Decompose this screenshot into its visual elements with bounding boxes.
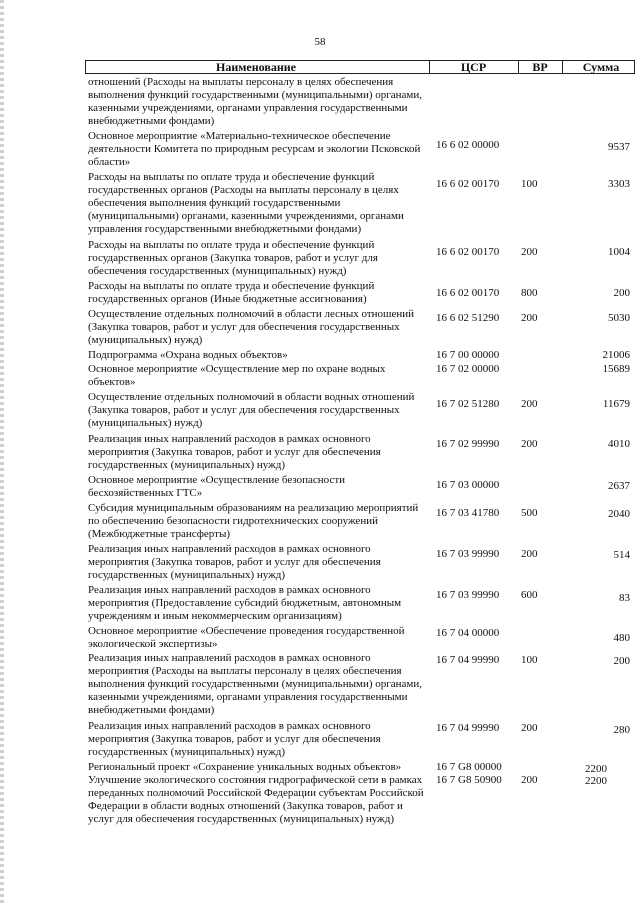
row-vr: 200 — [521, 722, 538, 734]
row-sum: 280 — [613, 724, 630, 736]
row-sum: 11679 — [602, 398, 630, 410]
page-number: 58 — [314, 36, 326, 48]
row-sum: 83 — [619, 592, 630, 604]
row-sum: 2200 — [585, 775, 607, 787]
table-row — [88, 774, 633, 844]
row-csr: 16 6 02 00170 — [436, 178, 500, 190]
scan-edge — [0, 0, 4, 905]
row-sum: 2637 — [608, 480, 630, 492]
table-row — [88, 625, 633, 652]
row-vr: 200 — [521, 246, 538, 258]
row-csr: 16 7 03 99990 — [436, 548, 500, 560]
row-csr: 16 7 00 00000 — [436, 349, 500, 361]
row-name: Основное мероприятие «Осуществление мер по охране водных объектов» — [88, 363, 386, 388]
row-name: Основное мероприятие «Осуществление безопасности бесхозяйственных ГТС» — [88, 474, 346, 499]
row-csr: 16 6 02 00170 — [436, 246, 500, 258]
table-row — [88, 239, 633, 280]
row-name: Осуществление отдельных полномочий в области лесных отношений (Закупка товаров, работ и услуг для обеспечения государственных (муниципальных) нужд) — [88, 308, 415, 346]
row-sum: 1004 — [608, 246, 630, 258]
header-divider — [562, 61, 563, 73]
row-csr: 16 7 04 99990 — [436, 722, 500, 734]
row-csr: 16 7 04 99990 — [436, 654, 500, 666]
row-name: Реализация иных направлений расходов в рамках основного мероприятия (Закупка товаров, работ и услуг для обеспечения государственных (муниципальных) нужд) — [88, 433, 381, 471]
table-row — [88, 584, 633, 625]
row-sum: 3303 — [608, 178, 630, 190]
row-vr: 800 — [521, 287, 538, 299]
table-row — [88, 349, 633, 363]
row-csr: 16 7 02 99990 — [436, 438, 500, 450]
table-row — [88, 130, 633, 171]
table-header — [85, 60, 635, 74]
row-csr: 16 7 02 00000 — [436, 363, 500, 375]
row-name: Расходы на выплаты по оплате труда и обеспечение функций государственных органов (Закупка товаров, работ и услуг для обеспечения государственных (муниципальных) нужд) — [88, 239, 378, 277]
row-csr: 16 7 G8 00000 — [436, 761, 502, 773]
row-name: Улучшение экологического состояния гидрографической сети в рамках переданных полномочий Российской Федерации субъектам Российской Федерации в области водных отношений (Закупка товаров, работ и услуг для обеспечения государственных (муниципальных) нужд) — [88, 774, 424, 825]
row-csr: 16 7 G8 50900 — [436, 774, 502, 786]
row-name: Реализация иных направлений расходов в рамках основного мероприятия (Предоставление субсидий бюджетным, автономным учреждениям и иным некоммерческим организациям) — [88, 584, 402, 622]
row-sum: 2040 — [608, 508, 630, 520]
table-row — [88, 761, 633, 774]
table-row — [88, 363, 633, 391]
row-name: Реализация иных направлений расходов в рамках основного мероприятия (Закупка товаров, работ и услуг для обеспечения государственных (муниципальных) нужд) — [88, 720, 381, 758]
row-csr: 16 6 02 00170 — [436, 287, 500, 299]
table-row — [88, 474, 633, 502]
row-sum: 21006 — [602, 349, 630, 361]
row-sum: 514 — [613, 549, 630, 561]
row-sum: 4010 — [608, 438, 630, 450]
row-csr: 16 6 02 00000 — [436, 139, 500, 151]
row-vr: 200 — [521, 438, 538, 450]
table-row — [88, 502, 633, 543]
row-vr: 200 — [521, 774, 538, 786]
row-csr: 16 6 02 51290 — [436, 312, 500, 324]
header-csr: ЦСР — [460, 60, 487, 74]
row-vr: 600 — [521, 589, 538, 601]
row-csr: 16 7 03 41780 — [436, 507, 500, 519]
row-name: Расходы на выплаты по оплате труда и обеспечение функций государственных органов (Иные бюджетные ассигнования) — [88, 280, 375, 305]
row-vr: 100 — [521, 178, 538, 190]
row-name: Основное мероприятие «Обеспечение проведения государственной экологической экспертизы» — [88, 625, 405, 650]
row-sum: 200 — [613, 655, 630, 667]
table-row — [88, 652, 633, 720]
header-sum: Сумма — [582, 60, 620, 74]
row-name: отношений (Расходы на выплаты персоналу в целях обеспечения выполнения функций государственными (муниципальными) органами, казенными учреждениями, органами управления государственными внебюджетными фондами) — [88, 76, 423, 127]
header-vr: ВР — [532, 60, 548, 74]
budget-table-body — [88, 76, 633, 844]
row-vr: 200 — [521, 548, 538, 560]
row-vr: 200 — [521, 398, 538, 410]
table-row — [88, 171, 633, 239]
header-divider — [429, 61, 430, 73]
row-sum: 9537 — [608, 141, 630, 153]
row-name: Расходы на выплаты по оплате труда и обеспечение функций государственных органов (Расходы на выплаты персоналу в целях обеспечения выполнения функций государственными (муниципальными) органами, казенными учреждениями, органами управления государственными внебюджетными фондами) — [88, 171, 404, 235]
table-row — [88, 76, 633, 130]
row-name: Региональный проект «Сохранение уникальных водных объектов» — [88, 761, 402, 773]
row-vr: 100 — [521, 654, 538, 666]
row-name: Подпрограмма «Охрана водных объектов» — [88, 349, 288, 361]
row-vr: 500 — [521, 507, 538, 519]
row-sum: 2200 — [585, 763, 607, 775]
row-name: Реализация иных направлений расходов в рамках основного мероприятия (Расходы на выплаты персоналу в целях обеспечения выполнения функций государственными (муниципальными) органами, казенными учреждениями, органами управления государственными внебюджетными фондами) — [88, 652, 423, 716]
row-name: Субсидия муниципальным образованиям на реализацию мероприятий по обеспечению безопасности гидротехнических сооружений (Межбюджетные трансферты) — [88, 502, 419, 540]
row-csr: 16 7 03 99990 — [436, 589, 500, 601]
row-sum: 200 — [613, 287, 630, 299]
table-row — [88, 391, 633, 433]
row-sum: 15689 — [602, 363, 630, 375]
table-row — [88, 543, 633, 584]
row-name: Основное мероприятие «Материально-техническое обеспечение деятельности Комитета по природным ресурсам и экологии Псковской области» — [88, 130, 421, 168]
table-row — [88, 280, 633, 308]
table-row — [88, 433, 633, 474]
row-csr: 16 7 03 00000 — [436, 479, 500, 491]
row-vr: 200 — [521, 312, 538, 324]
row-name: Реализация иных направлений расходов в рамках основного мероприятия (Закупка товаров, работ и услуг для обеспечения государственных (муниципальных) нужд) — [88, 543, 381, 581]
row-sum: 480 — [613, 632, 630, 644]
table-row — [88, 308, 633, 349]
row-csr: 16 7 04 00000 — [436, 627, 500, 639]
row-csr: 16 7 02 51280 — [436, 398, 500, 410]
table-row — [88, 720, 633, 761]
header-name: Наименование — [216, 60, 296, 74]
row-sum: 5030 — [608, 312, 630, 324]
row-name: Осуществление отдельных полномочий в области водных отношений (Закупка товаров, работ и услуг для обеспечения государственных (муниципальных) нужд) — [88, 391, 415, 429]
header-divider — [518, 61, 519, 73]
